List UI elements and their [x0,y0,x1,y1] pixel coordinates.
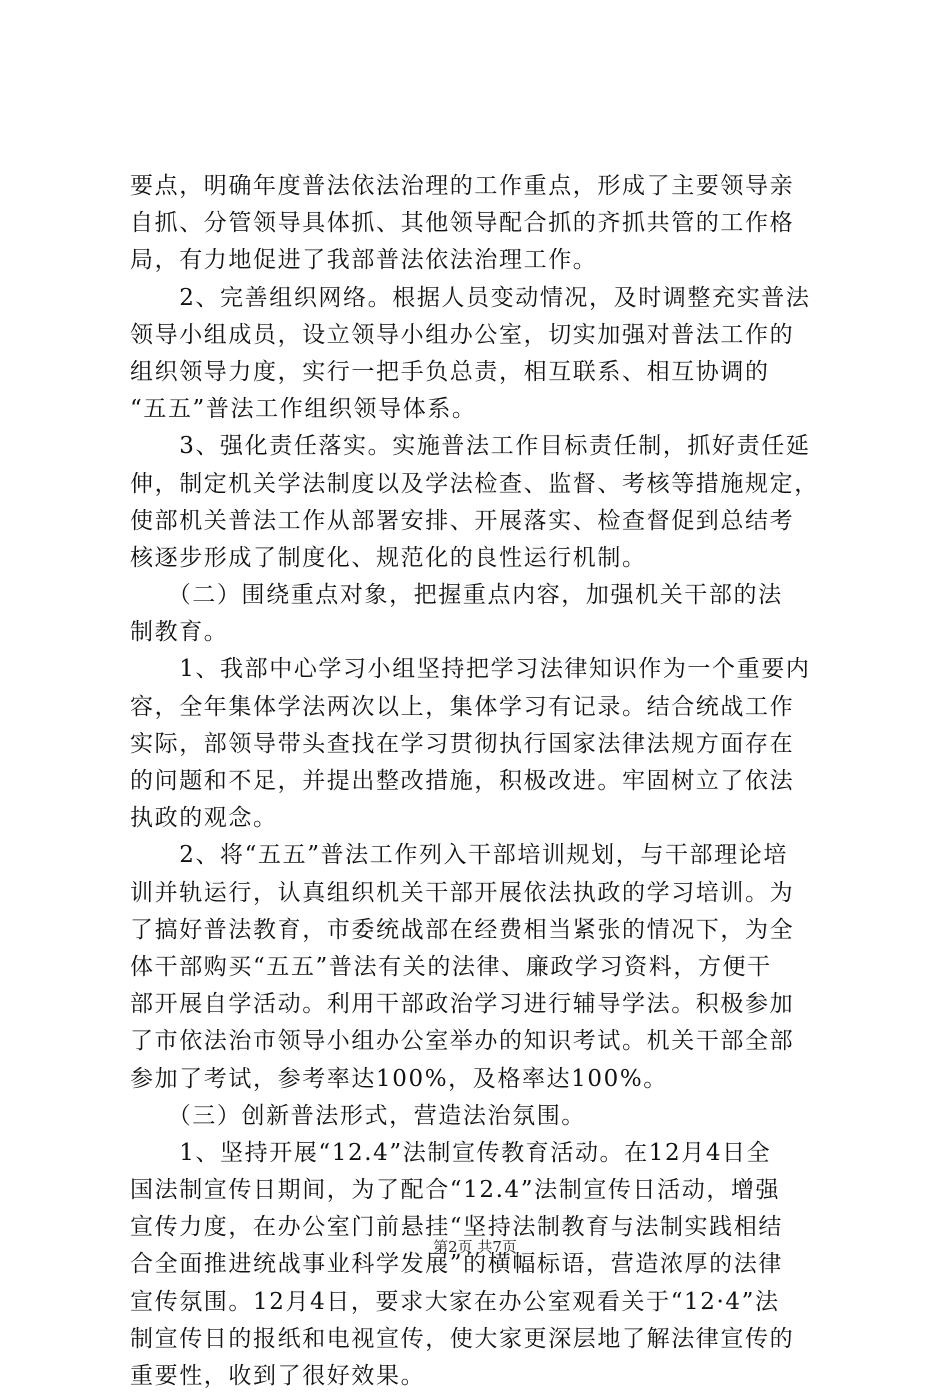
text-line: 局，有力地促进了我部普法依法治理工作。 [130,247,598,274]
text-line: 合全面推进统战事业科学发展”的横幅标语，营造浓厚的法律 [130,1251,783,1278]
text-line: 2、将“五五”普法工作列入干部培训规划，与干部理论培 [130,842,788,869]
text-line: 制教育。 [130,619,229,646]
text-line: 领导小组成员，设立领导小组办公室，切实加强对普法工作的 [130,321,795,348]
text-line: 了市依法治市领导小组办公室举办的知识考试。机关干部全部 [130,1028,795,1055]
text-line: 1、坚持开展“12.4”法制宣传教育活动。在12月4日全 [130,1139,772,1166]
text-line: 容，全年集体学法两次以上，集体学习有记录。结合统战工作 [130,693,795,720]
text-line: 重要性，收到了很好效果。 [130,1363,426,1389]
text-line: 1、我部中心学习小组坚持把学习法律知识作为一个重要内 [130,656,811,683]
text-line: 核逐步形成了制度化、规范化的良性运行机制。 [130,544,647,571]
text-line: 自抓、分管领导具体抓、其他领导配合抓的齐抓共管的工作格 [130,210,795,237]
text-line: 体干部购买“五五”普法有关的法律、廉政学习资料，方便干 [130,953,772,980]
text-line: 制宣传日的报纸和电视宣传，使大家更深层地了解法律宣传的 [130,1325,795,1352]
text-line: 执政的观念。 [130,805,278,832]
text-line: 的问题和不足，并提出整改措施，积极改进。牢固树立了依法 [130,768,795,794]
text-line: 参加了考试，参考率达100%，及格率达100%。 [130,1065,668,1092]
text-line: 伸，制定机关学法制度以及学法检查、监督、考核等措施规定， [130,470,819,497]
text-line: 了搞好普法教育，市委统战部在经费相当紧张的情况下，为全 [130,916,795,943]
text-line: 部开展自学活动。利用干部政治学习进行辅导学法。积极参加 [130,991,795,1018]
text-line: 要点，明确年度普法依法治理的工作重点，形成了主要领导亲 [130,173,795,199]
text-line: （三）创新普法形式，营造法治氛围。 [130,1102,586,1129]
document-body [130,168,830,1395]
page-footer: 第2页 共7页 [433,1238,517,1256]
text-line: 组织领导力度，实行一把手负总责，相互联系、相互协调的 [130,358,770,385]
text-line: 宣传力度，在办公室门前悬挂“坚持法制教育与法制实践相结 [130,1214,783,1241]
text-line: 宣传氛围。12月4日，要求大家在办公室观看关于“12·4”法 [130,1288,780,1315]
text-line: 国法制宣传日期间，为了配合“12.4”法制宣传日活动，增强 [130,1177,781,1204]
text-line: 3、强化责任落实。实施普法工作目标责任制，抓好责任延 [130,433,811,460]
text-line: （二）围绕重点对象，把握重点内容，加强机关干部的法 [130,582,783,609]
text-line: 使部机关普法工作从部署安排、开展落实、检查督促到总结考 [130,507,795,534]
text-line: 训并轨运行，认真组织机关干部开展依法执政的学习培训。为 [130,879,795,906]
text-line: 2、完善组织网络。根据人员变动情况，及时调整充实普法 [130,284,811,311]
text-line: “五五”普法工作组织领导体系。 [130,396,477,423]
text-line: 实际，部领导带头查找在学习贯彻执行国家法律法规方面存在 [130,730,795,757]
